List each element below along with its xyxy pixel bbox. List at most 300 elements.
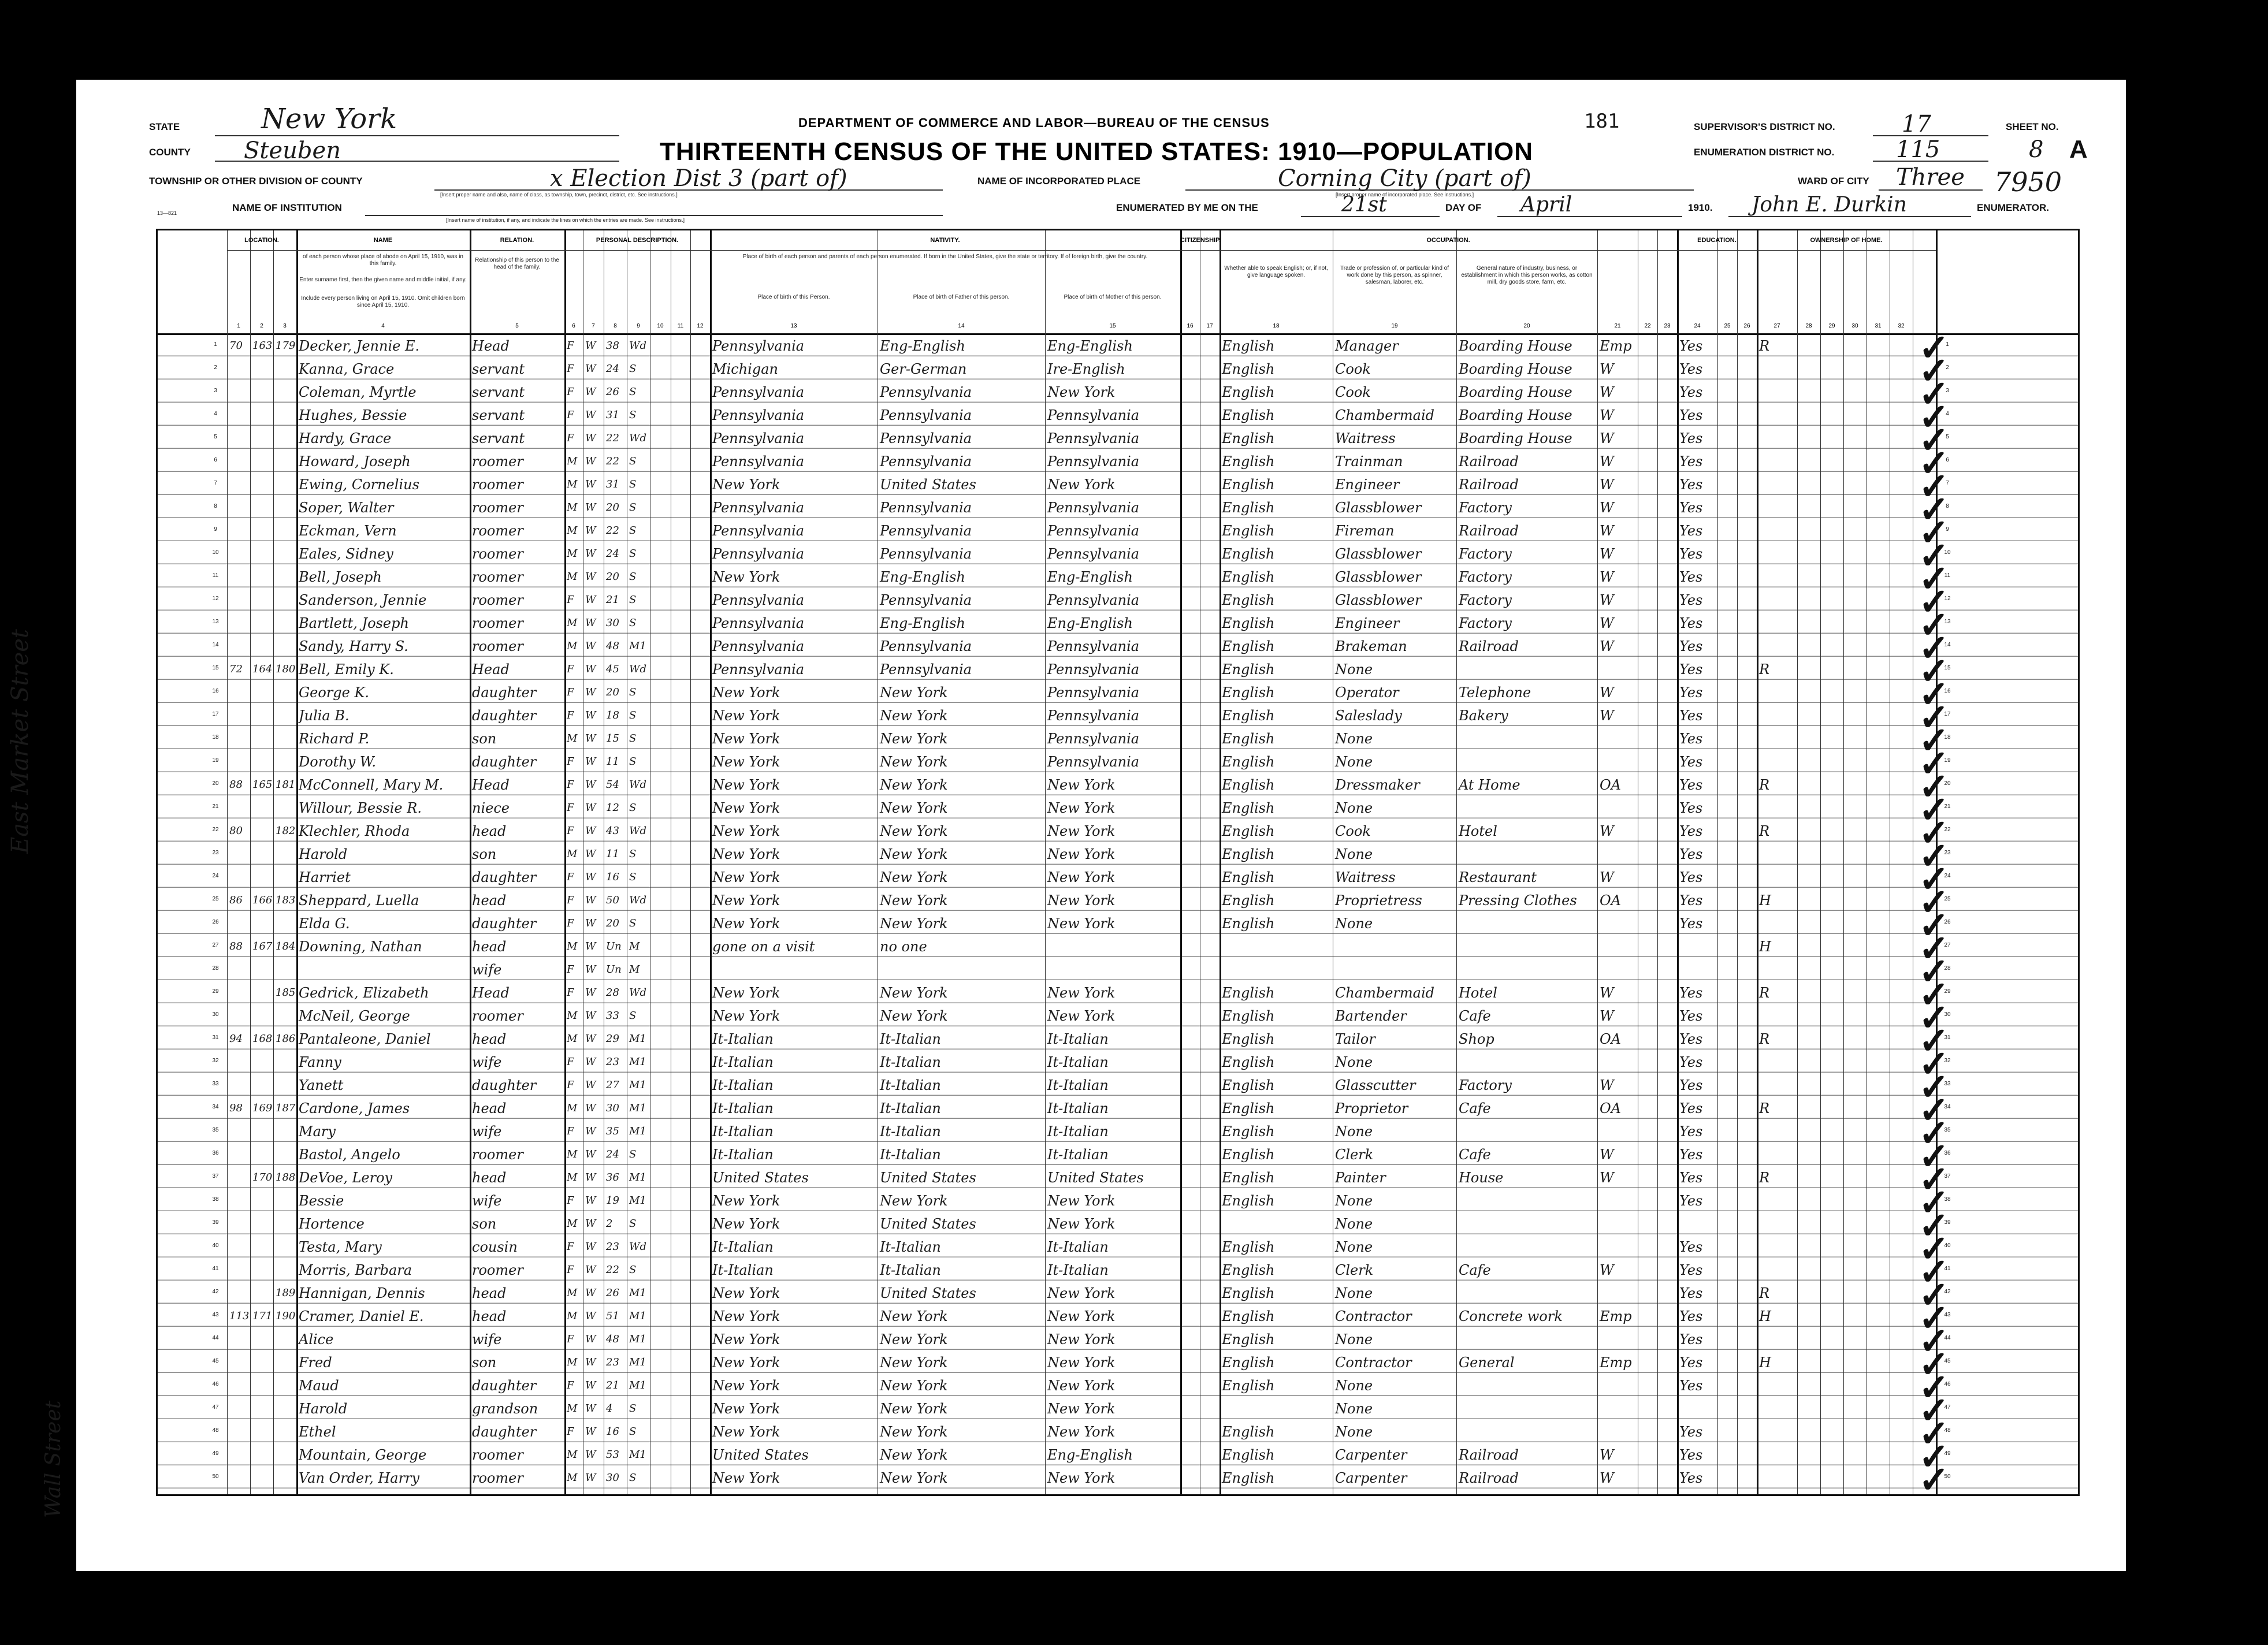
department-heading: DEPARTMENT OF COMMERCE AND LABOR—BUREAU OF THE CENSUS (798, 116, 1270, 130)
line-number: 13 (212, 619, 219, 625)
employment-class: W (1600, 615, 1614, 631)
father-birthplace: Pennsylvania (880, 430, 972, 446)
enumerator-label: ENUMERATOR. (1977, 202, 2049, 213)
race: W (585, 1171, 596, 1183)
line-number: 48 (212, 1427, 219, 1434)
trade: Glassblower (1335, 592, 1422, 608)
employment-class: W (1600, 985, 1614, 1001)
line-number: 49 (1944, 1450, 1951, 1457)
trade: None (1335, 1424, 1373, 1440)
race: W (585, 987, 596, 999)
language: English (1222, 869, 1275, 885)
literacy: Yes (1679, 453, 1703, 470)
language: English (1222, 615, 1275, 631)
line-number: 9 (214, 526, 217, 533)
person-name: Decker, Jennie E. (299, 338, 420, 354)
line-number: 42 (1944, 1289, 1951, 1295)
column-number: 29 (1828, 323, 1835, 329)
trade: Saleslady (1335, 708, 1402, 724)
line-number: 21 (212, 803, 219, 810)
mother-birthplace: Eng-English (1047, 615, 1133, 631)
table-row (158, 565, 2078, 589)
race: W (585, 1356, 596, 1368)
home-ownership: R (1759, 777, 1770, 793)
marital-status: S (629, 386, 637, 398)
sex: F (567, 825, 574, 837)
father-birthplace: It-Italian (880, 1100, 941, 1116)
table-row (158, 381, 2078, 404)
race: W (585, 1218, 596, 1230)
mother-birthplace: Pennsylvania (1047, 661, 1140, 678)
column-description: Trade or profession of, or particular kind of work done by this person, as spinner, salesman, laborer, etc. (1340, 265, 1449, 285)
age: 31 (606, 409, 619, 421)
sheet-label: SHEET NO. (2006, 121, 2059, 132)
trade: None (1335, 731, 1373, 747)
relation: roomer (472, 638, 523, 654)
trade: None (1335, 754, 1373, 770)
birthplace: Pennsylvania (712, 615, 805, 631)
father-birthplace: New York (880, 1308, 948, 1324)
marital-status: S (629, 617, 637, 629)
age: 15 (606, 732, 619, 745)
line-number: 11 (212, 572, 219, 579)
column-number: 1 (237, 323, 240, 329)
family-number: 187 (276, 1102, 296, 1114)
birthplace: New York (712, 477, 780, 493)
table-row (158, 1282, 2078, 1305)
relation: Head (472, 985, 510, 1001)
age: 51 (606, 1310, 619, 1322)
mother-birthplace: Pennsylvania (1047, 592, 1140, 608)
person-name: Yanett (299, 1077, 344, 1093)
mother-birthplace: Eng-English (1047, 1447, 1133, 1463)
literacy: Yes (1679, 1031, 1703, 1047)
literacy: Yes (1679, 731, 1703, 747)
literacy: Yes (1679, 500, 1703, 516)
person-name: Alice (299, 1331, 334, 1348)
line-number: 14 (212, 642, 219, 648)
trade: Tailor (1335, 1031, 1375, 1047)
table-row (158, 612, 2078, 635)
column-group-heading: CITIZENSHIP. (1180, 230, 1219, 251)
mother-birthplace: New York (1047, 1378, 1116, 1394)
marital-status: S (629, 1402, 637, 1415)
age: 48 (606, 640, 619, 652)
language: English (1222, 1424, 1275, 1440)
line-number: 22 (1944, 827, 1951, 833)
marital-status: M1 (629, 1033, 646, 1045)
industry: Railroad (1459, 1447, 1519, 1463)
race: W (585, 755, 596, 768)
age: 21 (606, 1379, 619, 1391)
column-group-heading: RELATION. (470, 230, 564, 251)
sheet-no: 8 (2029, 136, 2044, 163)
language: English (1222, 430, 1275, 446)
margin-street-note: East Market Street (7, 628, 34, 854)
birthplace: New York (712, 684, 780, 701)
trade: None (1335, 1216, 1373, 1232)
mother-birthplace: It-Italian (1047, 1262, 1109, 1278)
trade: Trainman (1335, 453, 1403, 470)
line-number: 12 (212, 596, 219, 602)
trade: Operator (1335, 684, 1399, 701)
person-name: Soper, Walter (299, 500, 394, 516)
enum-district-no: 115 (1896, 136, 1940, 163)
age: 50 (606, 894, 619, 906)
enum-district-label: ENUMERATION DISTRICT NO. (1694, 147, 1835, 158)
birthplace: New York (712, 1331, 780, 1348)
sex: F (567, 1056, 574, 1068)
table-row (158, 889, 2078, 912)
employment-class: W (1600, 361, 1614, 377)
home-ownership: R (1759, 1285, 1770, 1301)
employment-class: W (1600, 546, 1614, 562)
line-number: 8 (214, 503, 217, 509)
column-description: Place of birth of Father of this person. (913, 294, 1010, 300)
relation: head (472, 823, 507, 839)
table-row (158, 1397, 2078, 1420)
marital-status: M1 (629, 640, 646, 652)
family-number: 189 (276, 1287, 296, 1299)
mother-birthplace: New York (1047, 1331, 1116, 1348)
home-ownership: R (1759, 1100, 1770, 1116)
relation: roomer (472, 477, 523, 493)
father-birthplace: New York (880, 708, 948, 724)
column-number: 31 (1875, 323, 1882, 329)
column-group-heading: EDUCATION. (1677, 230, 1757, 251)
sex: F (567, 1079, 574, 1091)
line-number: 27 (212, 942, 219, 948)
marital-status: M1 (629, 1449, 646, 1461)
home-ownership: R (1759, 1031, 1770, 1047)
literacy: Yes (1679, 823, 1703, 839)
person-name: Fanny (299, 1054, 341, 1070)
line-number: 37 (1944, 1173, 1951, 1179)
industry: Cafe (1459, 1147, 1491, 1163)
birthplace: New York (712, 777, 780, 793)
place-hint: [Insert proper name of incorporated place. See instructions.] (1336, 192, 1474, 198)
age: 23 (606, 1356, 619, 1368)
employment-class: OA (1600, 1100, 1622, 1116)
mother-birthplace: Eng-English (1047, 338, 1133, 354)
language: English (1222, 1331, 1275, 1348)
age: 24 (606, 548, 619, 560)
table-row (158, 496, 2078, 519)
line-number: 36 (1944, 1150, 1951, 1156)
employment-class: W (1600, 823, 1614, 839)
industry: Boarding House (1459, 384, 1572, 400)
line-number: 47 (212, 1404, 219, 1410)
relation: daughter (472, 1378, 537, 1394)
table-row (158, 1143, 2078, 1166)
birthplace: New York (712, 1378, 780, 1394)
trade: None (1335, 1054, 1373, 1070)
mother-birthplace: New York (1047, 1193, 1116, 1209)
language: English (1222, 638, 1275, 654)
line-number: 46 (212, 1381, 219, 1387)
age: 4 (606, 1402, 613, 1415)
birthplace: Pennsylvania (712, 384, 805, 400)
race: W (585, 1402, 596, 1415)
birthplace: New York (712, 1285, 780, 1301)
column-number: 26 (1743, 323, 1750, 329)
industry: Bakery (1459, 708, 1508, 724)
race: W (585, 686, 596, 698)
language: English (1222, 1170, 1275, 1186)
line-number: 44 (212, 1335, 219, 1341)
column-number: 15 (1109, 323, 1116, 329)
line-number: 15 (1944, 665, 1951, 671)
person-name: Downing, Nathan (299, 939, 422, 955)
column-description: Enter surname first, then the given name and middle initial, if any. (299, 277, 467, 283)
marital-status: S (629, 548, 637, 560)
marital-status: S (629, 524, 637, 537)
employment-class: W (1600, 407, 1614, 423)
line-number: 44 (1944, 1335, 1951, 1341)
line-number: 29 (1944, 988, 1951, 995)
industry: Cafe (1459, 1262, 1491, 1278)
marital-status: Wd (629, 663, 647, 675)
language: English (1222, 523, 1275, 539)
column-number: 19 (1391, 323, 1398, 329)
mother-birthplace: Pennsylvania (1047, 546, 1140, 562)
mother-birthplace: It-Italian (1047, 1031, 1109, 1047)
line-number: 18 (212, 734, 219, 740)
age: 19 (606, 1194, 619, 1207)
industry: Factory (1459, 592, 1512, 608)
father-birthplace: United States (880, 1170, 976, 1186)
person-name: Bastol, Angelo (299, 1147, 400, 1163)
age: 20 (606, 501, 619, 513)
race: W (585, 386, 596, 398)
industry: Factory (1459, 615, 1512, 631)
father-birthplace: New York (880, 1447, 948, 1463)
race: W (585, 1194, 596, 1207)
marital-status: Wd (629, 340, 647, 352)
marital-status: M1 (629, 1333, 646, 1345)
trade: Carpenter (1335, 1447, 1407, 1463)
industry: House (1459, 1170, 1504, 1186)
employment-class: W (1600, 638, 1614, 654)
language: English (1222, 592, 1275, 608)
age: 16 (606, 1426, 619, 1438)
line-number: 35 (212, 1127, 219, 1133)
industry: Railroad (1459, 453, 1519, 470)
employment-class: W (1600, 569, 1614, 585)
line-number: 18 (1944, 734, 1951, 740)
industry: Pressing Clothes (1459, 892, 1577, 909)
table-row (158, 1420, 2078, 1443)
person-name: Sheppard, Luella (299, 892, 419, 909)
line-number: 28 (212, 965, 219, 972)
trade: Engineer (1335, 477, 1400, 493)
race: W (585, 548, 596, 560)
person-name: DeVoe, Leroy (299, 1170, 393, 1186)
mother-birthplace: New York (1047, 777, 1116, 793)
race: W (585, 894, 596, 906)
sex: F (567, 1194, 574, 1207)
age: 11 (606, 848, 619, 860)
column-number: 5 (515, 323, 519, 329)
literacy: Yes (1679, 1239, 1703, 1255)
relation: roomer (472, 500, 523, 516)
sex: M (567, 1310, 578, 1322)
birthplace: It-Italian (712, 1262, 774, 1278)
day-of-label: DAY OF (1445, 202, 1482, 213)
sex: F (567, 594, 574, 606)
literacy: Yes (1679, 1308, 1703, 1324)
literacy: Yes (1679, 661, 1703, 678)
dwelling-number: 165 (252, 779, 273, 791)
person-name: McConnell, Mary M. (299, 777, 444, 793)
table-row (158, 773, 2078, 797)
dwelling-number: 171 (252, 1310, 273, 1322)
trade: Proprietor (1335, 1100, 1408, 1116)
column-group-heading: OCCUPATION. (1219, 230, 1677, 251)
literacy: Yes (1679, 892, 1703, 909)
birthplace: New York (712, 800, 780, 816)
birthplace: It-Italian (712, 1123, 774, 1140)
line-number: 39 (212, 1219, 219, 1226)
column-description: Place of birth of this Person. (757, 294, 830, 300)
age: 33 (606, 1010, 619, 1022)
race: W (585, 1449, 596, 1461)
literacy: Yes (1679, 1378, 1703, 1394)
age: 38 (606, 340, 619, 352)
sex: F (567, 1264, 574, 1276)
street-number: 94 (229, 1033, 243, 1045)
table-row (158, 1028, 2078, 1051)
table-row (158, 958, 2078, 981)
mother-birthplace: New York (1047, 869, 1116, 885)
line-number: 31 (1944, 1034, 1951, 1041)
line-number: 46 (1944, 1381, 1951, 1387)
literacy: Yes (1679, 800, 1703, 816)
column-number: 7 (592, 323, 595, 329)
birthplace: New York (712, 869, 780, 885)
home-ownership: R (1759, 338, 1770, 354)
relation: son (472, 846, 497, 862)
relation: wife (472, 1054, 502, 1070)
father-birthplace: New York (880, 1401, 948, 1417)
street-number: 86 (229, 894, 243, 906)
line-number: 20 (212, 780, 219, 787)
sex: M (567, 940, 578, 952)
person-name: Bell, Joseph (299, 569, 382, 585)
marital-status: S (629, 871, 637, 883)
mother-birthplace: New York (1047, 1470, 1116, 1486)
line-number: 39 (1944, 1219, 1951, 1226)
marital-status: M (629, 963, 640, 976)
marital-status: S (629, 802, 637, 814)
language: English (1222, 1193, 1275, 1209)
marital-status: S (629, 1426, 637, 1438)
sex: M (567, 1218, 578, 1230)
mother-birthplace: New York (1047, 985, 1116, 1001)
literacy: Yes (1679, 777, 1703, 793)
father-birthplace: New York (880, 1331, 948, 1348)
race: W (585, 1472, 596, 1484)
employment-class: W (1600, 1008, 1614, 1024)
relation: son (472, 1216, 497, 1232)
table-row (158, 1189, 2078, 1212)
race: W (585, 940, 596, 952)
employment-class: W (1600, 523, 1614, 539)
year-label: 1910. (1688, 202, 1713, 213)
person-name: Fred (299, 1354, 332, 1371)
sex: M (567, 1356, 578, 1368)
column-number: 4 (381, 323, 385, 329)
column-number: 6 (572, 323, 575, 329)
father-birthplace: It-Italian (880, 1147, 941, 1163)
mother-birthplace: New York (1047, 384, 1116, 400)
person-name: Richard P. (299, 731, 370, 747)
language: English (1222, 708, 1275, 724)
sheet-letter: A (2069, 135, 2088, 163)
birthplace: New York (712, 823, 780, 839)
street-number: 113 (229, 1310, 250, 1322)
table-row (158, 797, 2078, 820)
line-number: 3 (1946, 388, 1949, 394)
marital-status: S (629, 501, 637, 513)
age: 35 (606, 1125, 619, 1137)
mother-birthplace: New York (1047, 1354, 1116, 1371)
line-number: 16 (1944, 688, 1951, 694)
language: English (1222, 1100, 1275, 1116)
age: 22 (606, 1264, 619, 1276)
birthplace: United States (712, 1447, 809, 1463)
age: 27 (606, 1079, 619, 1091)
sex: M (567, 617, 578, 629)
sex: M (567, 1102, 578, 1114)
literacy: Yes (1679, 638, 1703, 654)
age: 22 (606, 524, 619, 537)
trade: None (1335, 846, 1373, 862)
mother-birthplace: New York (1047, 892, 1116, 909)
trade: Chambermaid (1335, 985, 1435, 1001)
birthplace: New York (712, 1008, 780, 1024)
line-number: 4 (214, 411, 217, 417)
person-name: Cramer, Daniel E. (299, 1308, 424, 1324)
enumerated-day: 21st (1341, 193, 1387, 217)
form-title: THIRTEENTH CENSUS OF THE UNITED STATES: 1910—POPULATION (660, 137, 1534, 166)
table-row (158, 727, 2078, 750)
mother-birthplace: New York (1047, 1285, 1116, 1301)
trade: Proprietress (1335, 892, 1422, 909)
race: W (585, 1056, 596, 1068)
age: 20 (606, 686, 619, 698)
father-birthplace: New York (880, 684, 948, 701)
relation: head (472, 1170, 507, 1186)
marital-status: M1 (629, 1287, 646, 1299)
enumerator-name: John E. Durkin (1752, 193, 1907, 217)
line-number: 26 (212, 919, 219, 925)
home-ownership: R (1759, 985, 1770, 1001)
marital-status: S (629, 686, 637, 698)
column-description: General nature of industry, business, or establishment in which this person works, as cotton mill, dry goods store, farm, etc. (1461, 265, 1593, 285)
dwelling-number: 168 (252, 1033, 273, 1045)
trade: Glasscutter (1335, 1077, 1416, 1093)
column-number: 12 (697, 323, 704, 329)
trade: Glassblower (1335, 569, 1422, 585)
industry: Railroad (1459, 638, 1519, 654)
employment-class: Emp (1600, 1308, 1632, 1324)
employment-class: Emp (1600, 338, 1632, 354)
trade: None (1335, 1285, 1373, 1301)
sex: F (567, 871, 574, 883)
mother-birthplace: Pennsylvania (1047, 684, 1140, 701)
employment-class: W (1600, 430, 1614, 446)
